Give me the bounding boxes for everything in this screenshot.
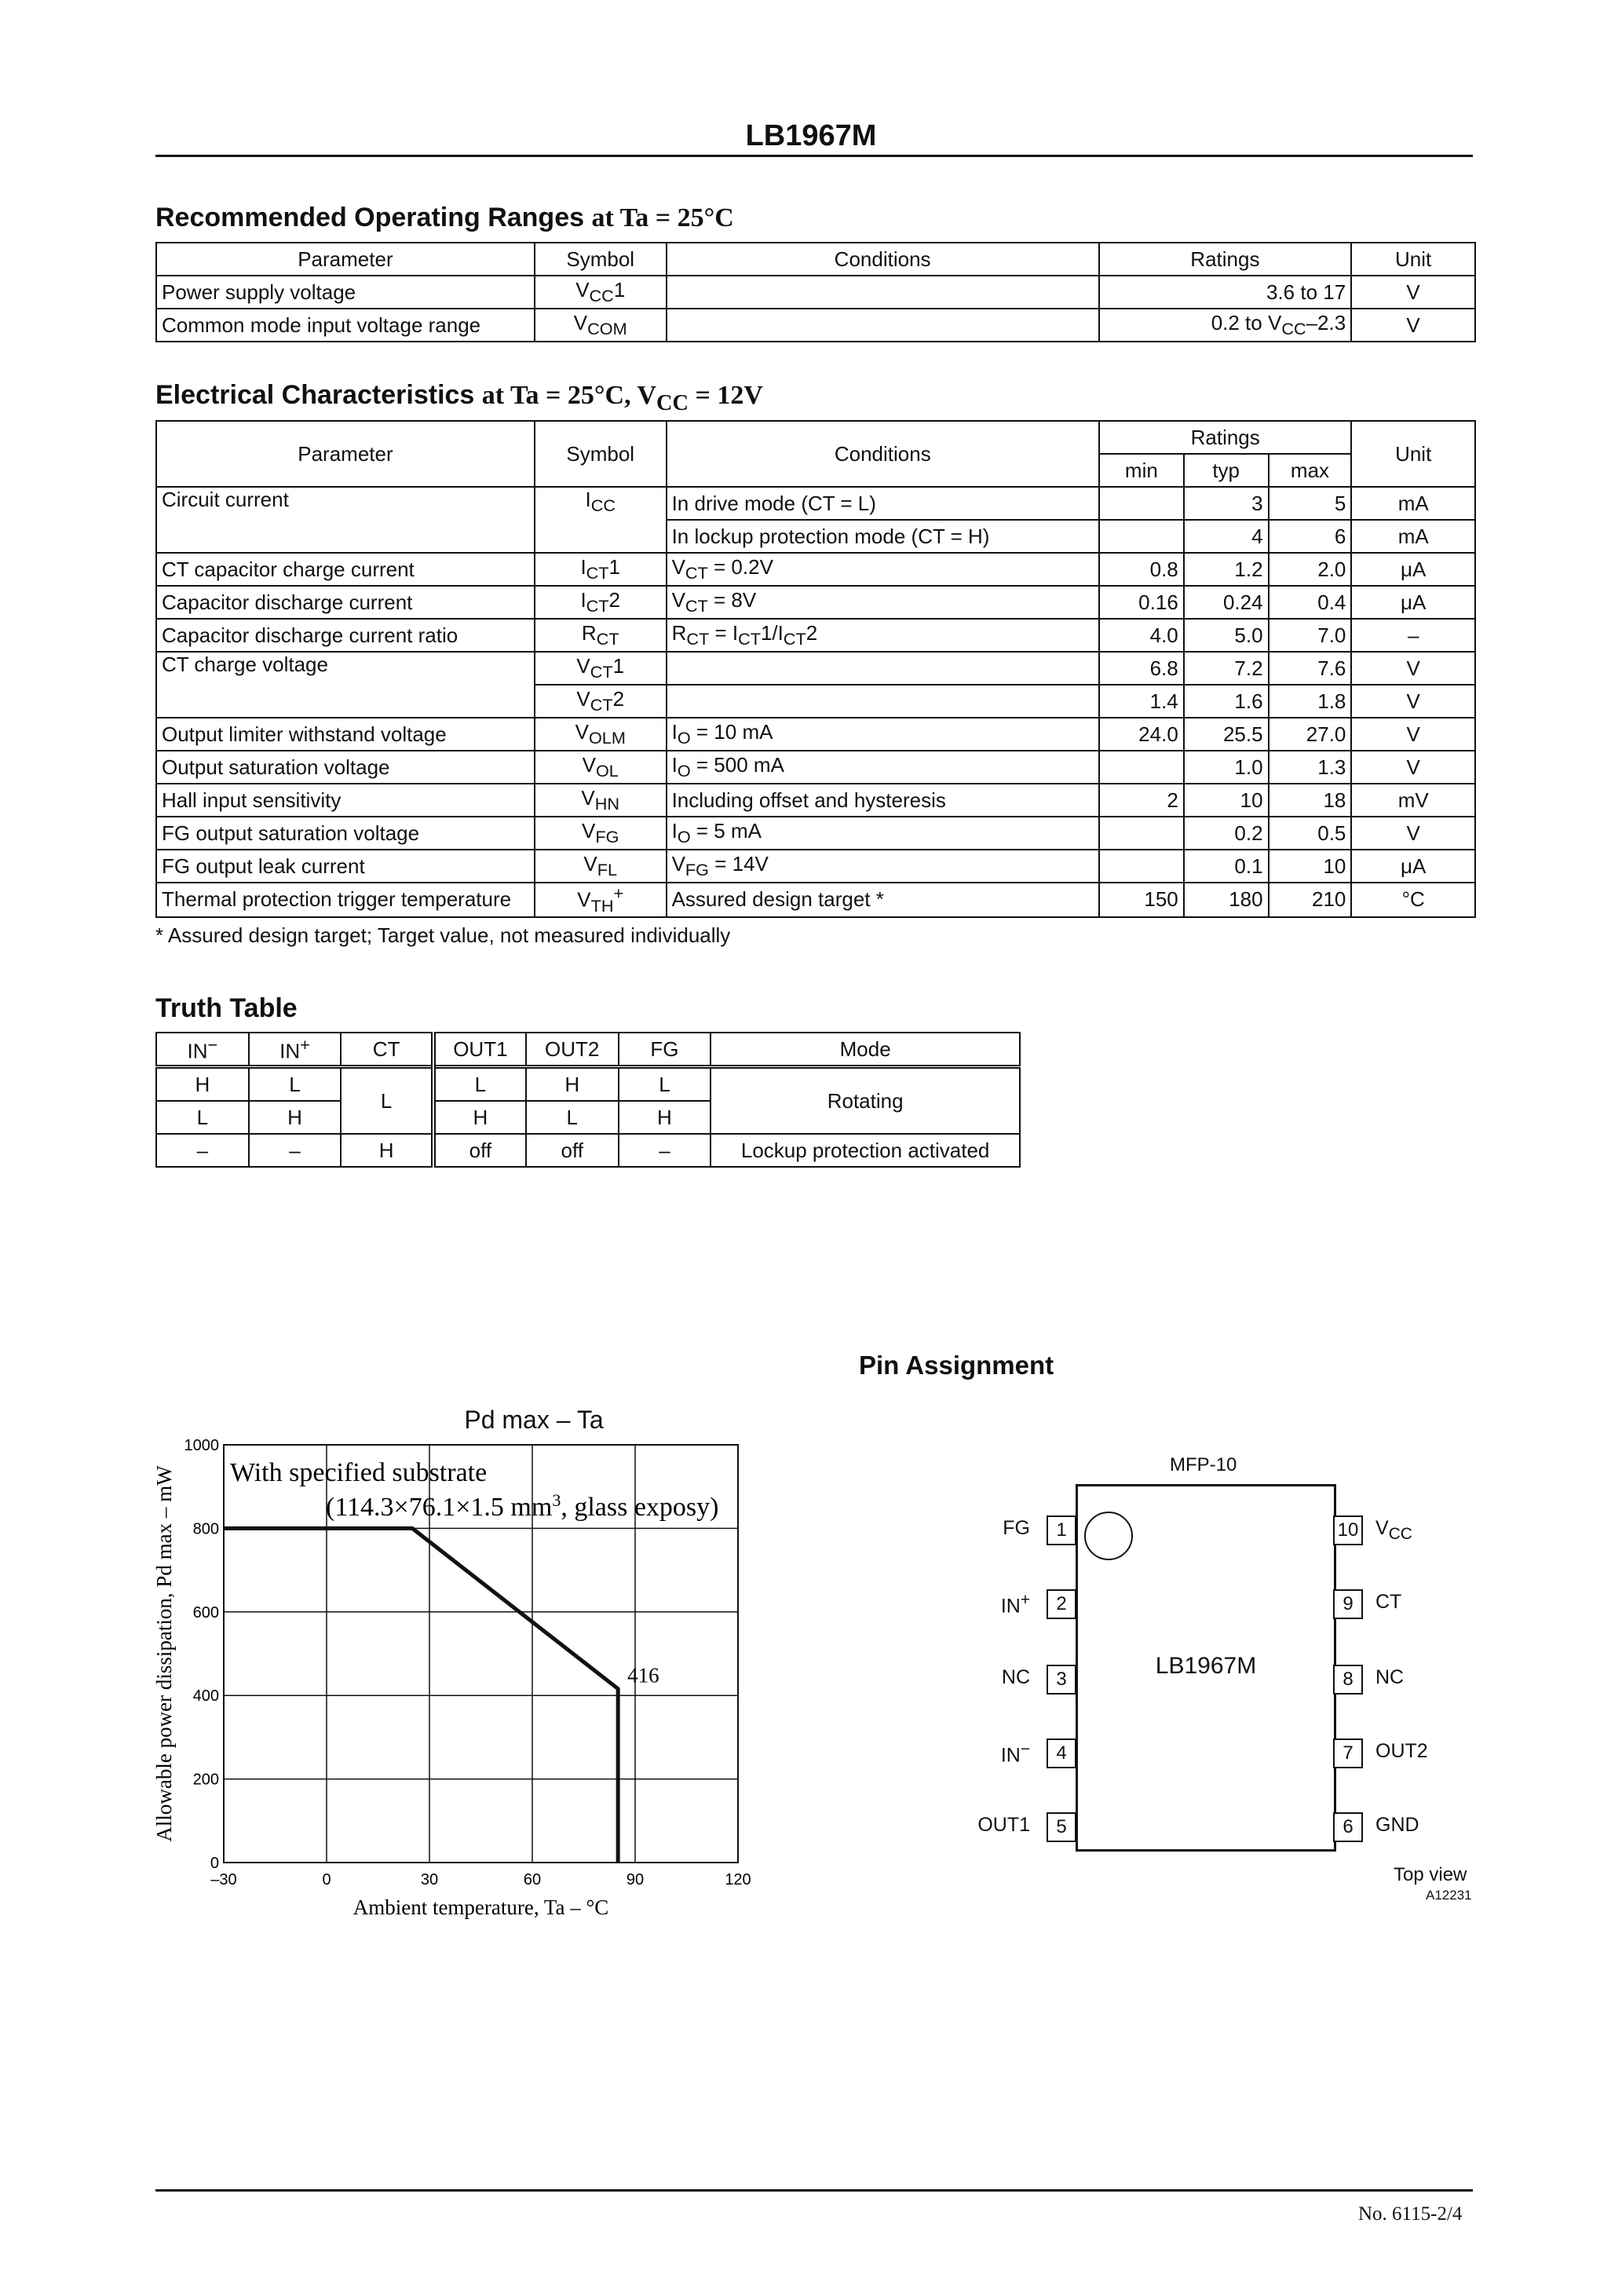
parameter-cell: Capacitor discharge current (156, 586, 535, 619)
ct-cell: H (341, 1134, 433, 1167)
symbol-cell: $V_{FL}$ (535, 850, 667, 883)
y-tick-label: 800 (192, 1520, 219, 1538)
parameter-cell: Common mode input voltage range (156, 309, 535, 342)
min-cell (1099, 520, 1184, 553)
parameter-cell: Output saturation voltage (156, 751, 535, 784)
symbol-cell: $V_{CT}1$ (535, 652, 667, 685)
pin-number-box: 4 (1047, 1738, 1076, 1768)
symbol-cell: $V_{OLM}$ (535, 718, 667, 751)
truth-table-title: Truth Table (155, 993, 298, 1023)
header-fg: FG (619, 1033, 711, 1067)
pin-number-box: 1 (1047, 1515, 1076, 1545)
figure-code: A12231 (1426, 1888, 1472, 1903)
pin-assignment-title: Pin Assignment (859, 1351, 1054, 1380)
header-max: max (1269, 454, 1352, 487)
unit-cell: mV (1351, 784, 1475, 817)
in-plus-cell: H (249, 1101, 342, 1134)
max-cell: 27.0 (1269, 718, 1352, 751)
parameter-cell: CT charge voltage (156, 652, 535, 718)
pin-name-sub: CC (1388, 1525, 1412, 1543)
x-tick-label: 0 (322, 1871, 331, 1888)
table-row (156, 883, 1475, 917)
parameter-cell: FG output saturation voltage (156, 817, 535, 850)
ratings-cell: 0.2 to $V_{CC}-2.3$ (1099, 309, 1352, 342)
recommended-section-title: Recommended Operating Ranges at Ta = 25°C (155, 203, 734, 232)
conditions-cell: In drive mode (CT = L) (667, 487, 1099, 520)
pin-name-label (1375, 1814, 1419, 1837)
table-row (156, 850, 1475, 883)
min-cell (1099, 817, 1184, 850)
in-minus-cell: – (156, 1134, 249, 1167)
table-row (156, 586, 1475, 619)
chip-label: LB1967M (1155, 1653, 1257, 1679)
mode-cell: Rotating (711, 1067, 1020, 1135)
unit-cell: μA (1351, 553, 1475, 586)
header-in-minus: IN− (156, 1033, 249, 1067)
pin-name: IN (1000, 1595, 1021, 1618)
x-tick-label: 30 (420, 1871, 439, 1888)
pin-number-box: 7 (1333, 1738, 1363, 1768)
pin-name: OUT1 (977, 1814, 1030, 1836)
pin-name-sup: − (1020, 1740, 1030, 1758)
out1-cell: L (433, 1067, 526, 1102)
unit-cell: V (1351, 817, 1475, 850)
recommended-table (155, 242, 1476, 342)
min-cell (1099, 487, 1184, 520)
max-cell: 210 (1269, 883, 1352, 917)
table-row (156, 619, 1475, 652)
typ-cell: 1.0 (1184, 751, 1269, 784)
conditions-cell (667, 276, 1099, 309)
header-typ: typ (1184, 454, 1269, 487)
header-symbol: Symbol (535, 243, 667, 276)
out1-cell: off (433, 1134, 526, 1167)
pin-name-label (942, 1740, 1030, 1767)
max-cell: 6 (1269, 520, 1352, 553)
conditions-cell: $I_O = 10$ mA (667, 718, 1099, 751)
max-cell: 2.0 (1269, 553, 1352, 586)
header-min: min (1099, 454, 1184, 487)
header-out1: OUT1 (433, 1033, 526, 1067)
symbol-cell: $V_{HN}$ (535, 784, 667, 817)
header-symbol: Symbol (535, 421, 667, 487)
unit-cell: V (1351, 718, 1475, 751)
pin1-marker-icon (1084, 1512, 1133, 1560)
header-rule (155, 155, 1473, 157)
typ-cell: 1.2 (1184, 553, 1269, 586)
symbol-cell: $V_{FG}$ (535, 817, 667, 850)
electrical-section-title: Electrical Characteristics at Ta = 25°C, $V_{CC} = 12V$ (155, 380, 763, 415)
pin-name: V (1375, 1517, 1389, 1539)
top-view-label: Top view (1394, 1864, 1467, 1885)
pin-name: NC (1001, 1666, 1030, 1688)
min-cell: 1.4 (1099, 685, 1184, 718)
header-conditions: Conditions (667, 421, 1099, 487)
conditions-cell: $V_{CT} = 8V$ (667, 586, 1099, 619)
min-cell: 0.8 (1099, 553, 1184, 586)
min-cell: 0.16 (1099, 586, 1184, 619)
parameter-cell: Circuit current (156, 487, 535, 553)
pin-number-box: 3 (1047, 1665, 1076, 1695)
symbol-cell: $V_{CT}2$ (535, 685, 667, 718)
y-tick-label: 0 (210, 1855, 219, 1872)
pin-name: CT (1375, 1591, 1402, 1613)
pin-name-label (942, 1517, 1030, 1540)
pin-name: FG (1003, 1517, 1030, 1539)
header-conditions: Conditions (667, 243, 1099, 276)
conditions-cell: In lockup protection mode (CT = H) (667, 520, 1099, 553)
header-mode: Mode (711, 1033, 1020, 1067)
parameter-cell: Output limiter withstand voltage (156, 718, 535, 751)
out2-cell: L (526, 1101, 619, 1134)
unit-cell: V (1351, 309, 1475, 342)
chart-annotation-dimensions: (114.3×76.1×1.5 $mm^3$, glass exposy) (326, 1490, 719, 1522)
pin-name-label (942, 1814, 1030, 1837)
package-label: MFP-10 (1170, 1454, 1237, 1475)
symbol-cell: $R_{CT}$ (535, 619, 667, 652)
symbol-cell: $V_{TH}^+$ (535, 883, 667, 917)
pin-name: NC (1375, 1666, 1405, 1688)
fg-cell: H (619, 1101, 711, 1134)
conditions-cell: $I_O = 500$ mA (667, 751, 1099, 784)
max-cell: 10 (1269, 850, 1352, 883)
max-cell: 7.6 (1269, 652, 1352, 685)
min-cell: 6.8 (1099, 652, 1184, 685)
unit-cell: – (1351, 619, 1475, 652)
max-cell: 0.5 (1269, 817, 1352, 850)
pin-name-label (942, 1666, 1030, 1689)
max-cell: 5 (1269, 487, 1352, 520)
conditions-cell: $V_{FG} = 14V$ (667, 850, 1099, 883)
conditions-cell: Assured design target * (667, 883, 1099, 917)
typ-cell: 25.5 (1184, 718, 1269, 751)
unit-cell: V (1351, 276, 1475, 309)
max-cell: 18 (1269, 784, 1352, 817)
table-row (156, 487, 1475, 520)
header-parameter: Parameter (156, 421, 535, 487)
pd-ta-chart (141, 1429, 769, 1932)
chart-annotation-substrate: With specified substrate (230, 1458, 488, 1487)
max-cell: 7.0 (1269, 619, 1352, 652)
pin-number-box: 6 (1333, 1812, 1363, 1842)
min-cell: 24.0 (1099, 718, 1184, 751)
pin-name: IN (1000, 1744, 1021, 1767)
document-number: No. 6115-2/4 (1358, 2203, 1463, 2225)
symbol-cell: $V_{COM}$ (535, 309, 667, 342)
symbol-cell: $I_{CC}$ (535, 487, 667, 553)
table-header-row (156, 1033, 1020, 1067)
chip-body (1076, 1484, 1336, 1852)
pin-name-label (1375, 1740, 1428, 1763)
min-cell (1099, 751, 1184, 784)
parameter-cell: CT capacitor charge current (156, 553, 535, 586)
footnote: * Assured design target; Target value, not measured individually (155, 923, 731, 947)
in-plus-cell: L (249, 1067, 342, 1102)
x-tick-label: –30 (210, 1871, 237, 1888)
parameter-cell: Hall input sensitivity (156, 784, 535, 817)
y-tick-label: 200 (192, 1771, 219, 1789)
header-parameter: Parameter (156, 243, 535, 276)
min-cell: 2 (1099, 784, 1184, 817)
pin-number-box: 8 (1333, 1665, 1363, 1695)
conditions-cell: Including offset and hysteresis (667, 784, 1099, 817)
chart-x-axis-label: Ambient temperature, Ta – °C (353, 1896, 609, 1919)
y-tick-label: 400 (192, 1687, 219, 1706)
max-cell: 1.3 (1269, 751, 1352, 784)
min-cell (1099, 850, 1184, 883)
unit-cell: V (1351, 652, 1475, 685)
min-cell: 150 (1099, 883, 1184, 917)
parameter-cell: FG output leak current (156, 850, 535, 883)
table-row (156, 1067, 1020, 1102)
header-ct: CT (341, 1033, 433, 1067)
header-ratings: Ratings (1099, 243, 1352, 276)
typ-cell: 0.2 (1184, 817, 1269, 850)
symbol-cell: $V_{OL}$ (535, 751, 667, 784)
truth-table (155, 1032, 1021, 1168)
conditions-cell (667, 652, 1099, 685)
unit-cell: V (1351, 685, 1475, 718)
table-row (156, 553, 1475, 586)
x-tick-label: 90 (626, 1871, 645, 1888)
header-out2: OUT2 (526, 1033, 619, 1067)
typ-cell: 3 (1184, 487, 1269, 520)
table-row (156, 751, 1475, 784)
typ-cell: 10 (1184, 784, 1269, 817)
pin-name-sup: + (1020, 1591, 1030, 1609)
pin-number-box: 10 (1333, 1515, 1363, 1545)
out1-cell: H (433, 1101, 526, 1134)
in-minus-cell: H (156, 1067, 249, 1102)
unit-cell: mA (1351, 487, 1475, 520)
pin-name: OUT2 (1375, 1740, 1428, 1762)
chart-point-label: 416 (627, 1663, 659, 1687)
typ-cell: 1.6 (1184, 685, 1269, 718)
conditions-cell (667, 309, 1099, 342)
max-cell: 1.8 (1269, 685, 1352, 718)
unit-cell: °C (1351, 883, 1475, 917)
max-cell: 0.4 (1269, 586, 1352, 619)
typ-cell: 0.24 (1184, 586, 1269, 619)
table-header-row (156, 243, 1475, 276)
table-row (156, 817, 1475, 850)
pin-name-label (1375, 1666, 1404, 1689)
table-row (156, 1134, 1020, 1167)
pin-name-label (942, 1591, 1030, 1618)
typ-cell: 180 (1184, 883, 1269, 917)
fg-cell: – (619, 1134, 711, 1167)
pin-name: GND (1375, 1814, 1419, 1836)
y-tick-label: 1000 (184, 1437, 219, 1454)
table-row (156, 309, 1475, 342)
typ-cell: 7.2 (1184, 652, 1269, 685)
header-unit: Unit (1351, 421, 1475, 487)
table-row (156, 652, 1475, 685)
out2-cell: off (526, 1134, 619, 1167)
table-header-row (156, 421, 1475, 454)
typ-cell: 5.0 (1184, 619, 1269, 652)
ratings-cell: 3.6 to 17 (1099, 276, 1352, 309)
in-minus-cell: L (156, 1101, 249, 1134)
x-tick-label: 120 (725, 1871, 751, 1888)
typ-cell: 0.1 (1184, 850, 1269, 883)
header-unit: Unit (1351, 243, 1475, 276)
ct-cell: L (341, 1067, 433, 1135)
table-row (156, 718, 1475, 751)
y-tick-label: 600 (192, 1603, 219, 1621)
out2-cell: H (526, 1067, 619, 1102)
unit-cell: μA (1351, 586, 1475, 619)
symbol-cell: $I_{CT}1$ (535, 553, 667, 586)
pin-number-box: 2 (1047, 1589, 1076, 1619)
conditions-cell: $I_O = 5$ mA (667, 817, 1099, 850)
typ-cell: 4 (1184, 520, 1269, 553)
parameter-cell: Power supply voltage (156, 276, 535, 309)
fg-cell: L (619, 1067, 711, 1102)
table-row (156, 276, 1475, 309)
in-plus-cell: – (249, 1134, 342, 1167)
pin-name-label (1375, 1517, 1412, 1544)
footer-rule (155, 2189, 1473, 2192)
chart-title: Pd max – Ta (464, 1406, 604, 1434)
unit-cell: V (1351, 751, 1475, 784)
conditions-cell: $R_{CT} = I_{CT}1/I_{CT}2$ (667, 619, 1099, 652)
header-in-plus: IN+ (249, 1033, 342, 1067)
unit-cell: mA (1351, 520, 1475, 553)
pin-number-box: 5 (1047, 1812, 1076, 1842)
conditions-cell: $V_{CT} = 0.2V$ (667, 553, 1099, 586)
pin-name-label (1375, 1591, 1401, 1614)
parameter-cell: Thermal protection trigger temperature (156, 883, 535, 917)
document-title: LB1967M (745, 119, 877, 152)
symbol-cell: $I_{CT}2$ (535, 586, 667, 619)
pin-number-box: 9 (1333, 1589, 1363, 1619)
mode-cell: Lockup protection activated (711, 1134, 1020, 1167)
parameter-cell: Capacitor discharge current ratio (156, 619, 535, 652)
electrical-table (155, 420, 1476, 918)
table-row (156, 784, 1475, 817)
symbol-cell: $V_{CC}1$ (535, 276, 667, 309)
header-ratings: Ratings (1099, 421, 1351, 454)
min-cell: 4.0 (1099, 619, 1184, 652)
x-tick-label: 60 (523, 1871, 542, 1888)
conditions-cell (667, 685, 1099, 718)
unit-cell: μA (1351, 850, 1475, 883)
chart-y-axis-label: Allowable power dissipation, Pd max – mW (152, 1465, 176, 1842)
